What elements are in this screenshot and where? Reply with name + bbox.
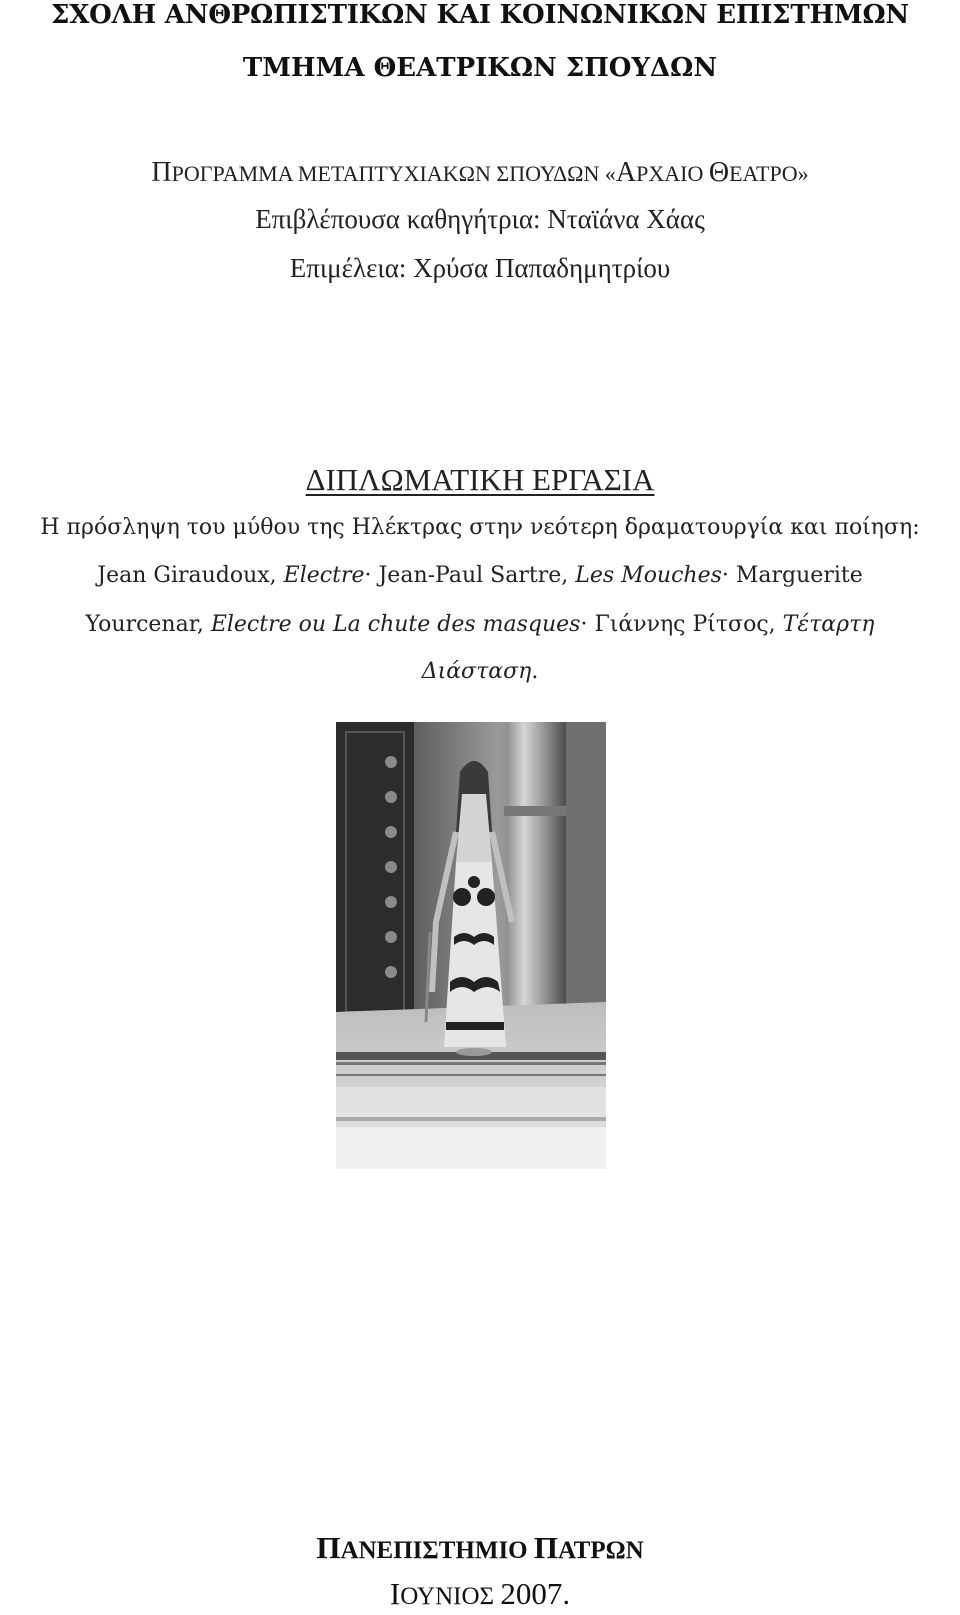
- university-name: ΠΑΝΕΠΙΣΤΗΜΙΟ ΠΑΤΡΩΝ: [316, 1530, 644, 1565]
- thesis-title-line-1: Η πρόσληψη του μύθου της Ηλέκτρας στην νεότερη δραματουργία και ποίηση:: [40, 515, 920, 540]
- editor-line: Επιμέλεια: Χρύσα Παπαδημητρίου: [289, 253, 671, 283]
- department-heading: ΤΜΗΜΑ ΘΕΑΤΡΙΚΩΝ ΣΠΟΥΔΩΝ: [242, 53, 718, 83]
- thesis-title-line-3: Yourcenar, Electre ou La chute des masques· Γιάννης Ρίτσος, Τέταρτη: [85, 612, 875, 637]
- thesis-title-line-4: Διάσταση.: [421, 659, 539, 684]
- program-title: ΠΡΟΓΡΑΜΜΑ ΜΕΤΑΠΤΥΧΙΑΚΩΝ ΣΠΟΥΔΩΝ «ΑΡΧΑΙΟ ΘΕΑΤΡΟ»: [151, 157, 809, 188]
- supervisor-line: Επιβλέπουσα καθηγήτρια: Νταϊάνα Χάας: [255, 204, 705, 234]
- electra-photograph: [336, 722, 606, 1169]
- thesis-label: ΔΙΠΛΩΜΑΤΙΚΗ ΕΡΓΑΣΙΑ: [305, 462, 655, 497]
- thesis-title-line-2: Jean Giraudoux, Electre· Jean-Paul Sartre, Les Mouches· Marguerite: [97, 563, 863, 588]
- school-heading: ΣΧΟΛΗ ΑΝΘΡΩΠΙΣΤΙΚΩΝ ΚΑΙ ΚΟΙΝΩΝΙΚΩΝ ΕΠΙΣΤΗΜΩΝ: [51, 0, 909, 30]
- date-line: ΙΟΥΝΙΟΣ 2007.: [389, 1576, 571, 1611]
